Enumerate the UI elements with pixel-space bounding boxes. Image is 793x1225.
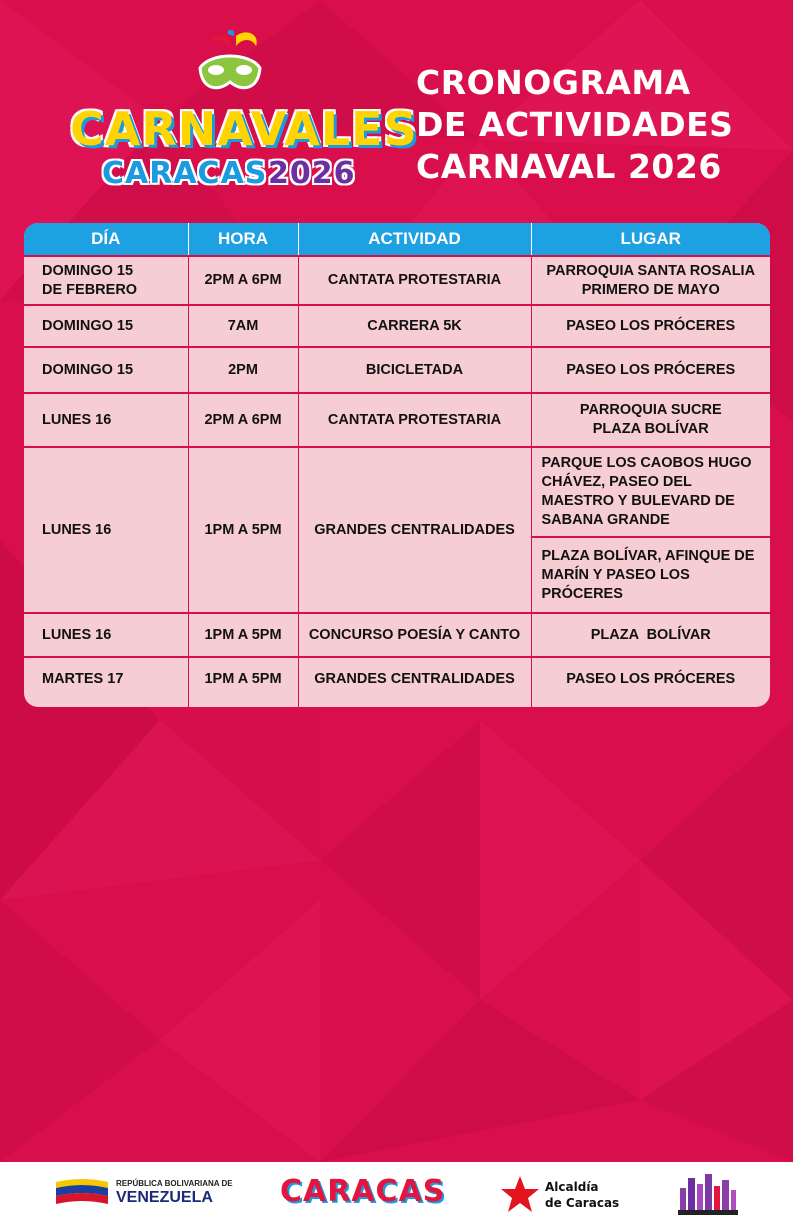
cell-hora: 1PM A 5PM: [188, 657, 298, 707]
alcaldia-line-1: Alcaldía: [545, 1180, 599, 1194]
cell-lugar: PASEO LOS PRÓCERES: [531, 657, 770, 707]
table-row: [24, 305, 770, 347]
page-title: [416, 62, 776, 188]
cell-hora: 2PM A 6PM: [188, 393, 298, 447]
header-dia: DÍA: [24, 223, 188, 256]
table-row: [24, 657, 770, 707]
cell-hora: 2PM: [188, 347, 298, 393]
title-line-2: DE ACTIVIDADES: [416, 105, 734, 144]
header-hora: HORA: [188, 223, 298, 256]
red-star-icon: [500, 1174, 540, 1214]
cell-actividad: CARRERA 5K: [298, 305, 531, 347]
cell-actividad: BICICLETADA: [298, 347, 531, 393]
cell-lugar: PARROQUIA SANTA ROSALIA PRIMERO DE MAYO: [531, 256, 770, 305]
cell-actividad: CANTATA PROTESTARIA: [298, 393, 531, 447]
cell-dia: DOMINGO 15 DE FEBRERO: [24, 256, 188, 305]
caracas-logo: CARACAS: [280, 1174, 446, 1209]
carnavales-logo: [40, 30, 418, 210]
cell-hora: 1PM A 5PM: [188, 447, 298, 613]
cell-lugar: PLAZA BOLÍVAR: [531, 613, 770, 657]
cell-actividad: CONCURSO POESÍA Y CANTO: [298, 613, 531, 657]
cell-hora: 1PM A 5PM: [188, 613, 298, 657]
cell-dia: LUNES 16: [24, 447, 188, 613]
alcaldia-line-2: de Caracas: [545, 1196, 620, 1210]
mask-icon: [170, 30, 290, 110]
cell-dia: MARTES 17: [24, 657, 188, 707]
cell-actividad: GRANDES CENTRALIDADES: [298, 657, 531, 707]
title-line-3: CARNAVAL 2026: [416, 147, 722, 186]
cell-dia: LUNES 16: [24, 613, 188, 657]
cell-dia: LUNES 16: [24, 393, 188, 447]
logo-caracas-text: CARACAS: [102, 156, 268, 191]
venezuela-flag-icon: [54, 1176, 110, 1210]
caracas-skyline-icon: [676, 1170, 740, 1216]
gov-label-top: REPÚBLICA BOLIVARIANA DE: [116, 1179, 233, 1188]
cell-actividad: CANTATA PROTESTARIA: [298, 256, 531, 305]
gov-label-bottom: VENEZUELA: [116, 1189, 213, 1206]
table-row: [24, 256, 770, 305]
table-header-row: [24, 223, 770, 256]
cell-lugar: PLAZA BOLÍVAR, AFINQUE DE MARÍN Y PASEO LOS PRÓCERES: [531, 537, 770, 613]
schedule-table: [24, 223, 770, 707]
cell-lugar: PARROQUIA SUCRE PLAZA BOLÍVAR: [531, 393, 770, 447]
table-row: [24, 613, 770, 657]
logo-carnavales-text: CARNAVALES: [70, 102, 418, 156]
cell-lugar: PASEO LOS PRÓCERES: [531, 305, 770, 347]
table-row: [24, 447, 770, 537]
footer: [0, 1162, 793, 1225]
title-line-1: CRONOGRAMA: [416, 63, 691, 102]
cell-dia: DOMINGO 15: [24, 305, 188, 347]
cell-lugar: PASEO LOS PRÓCERES: [531, 347, 770, 393]
cell-hora: 7AM: [188, 305, 298, 347]
header-actividad: ACTIVIDAD: [298, 223, 531, 256]
cell-dia: DOMINGO 15: [24, 347, 188, 393]
cell-hora: 2PM A 6PM: [188, 256, 298, 305]
cell-actividad: GRANDES CENTRALIDADES: [298, 447, 531, 613]
logo-year-text: 2026: [268, 156, 356, 191]
alcaldia-label: [545, 1179, 619, 1211]
table-row: [24, 347, 770, 393]
cell-lugar: PARQUE LOS CAOBOS HUGO CHÁVEZ, PASEO DEL MAESTRO Y BULEVARD DE SABANA GRANDE: [531, 447, 770, 537]
table-row: [24, 393, 770, 447]
header-lugar: LUGAR: [531, 223, 770, 256]
